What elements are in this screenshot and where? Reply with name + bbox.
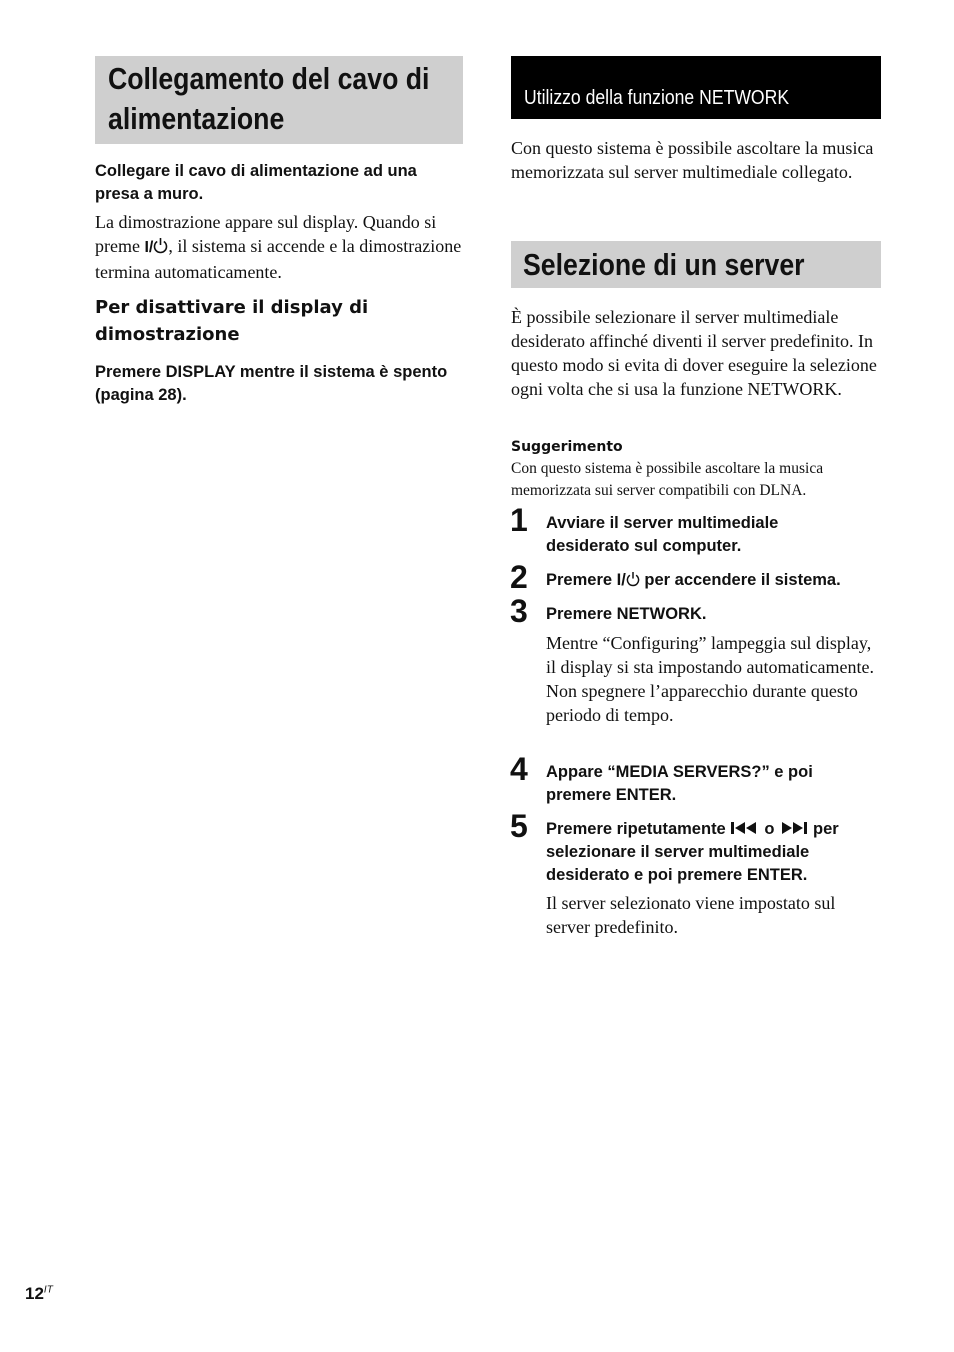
section-title-server: Selezione di un server	[523, 247, 805, 282]
tip-heading: Suggerimento	[511, 439, 623, 455]
section-title-power-cable: Collegamento del cavo di alimentazione	[108, 61, 430, 136]
step-number: 5	[510, 808, 528, 844]
power-button-label: I/	[144, 239, 168, 256]
step-3-text: Premere NETWORK.	[546, 605, 707, 623]
step-5-detail: Il server selezionato viene impostato sul server predefinito.	[546, 893, 836, 937]
tip-text: Con questo sistema è possibile ascoltare la musica memorizzata sui server compatibili con DLNA.	[511, 460, 824, 499]
step-2-text: Premere I/ per accendere il sistema.	[546, 571, 841, 589]
step-4-text: Appare “MEDIA SERVERS?” e poi premere ENTER.	[546, 763, 813, 804]
instruction-connect-power: Collegare il cavo di alimentazione ad una presa a muro.	[95, 162, 417, 203]
step-5-text: Premere ripetutamente o per selezionare il server multimediale desiderato e poi premere ENTER.	[546, 820, 839, 884]
step-number: 1	[510, 502, 528, 538]
section-title-network: Utilizzo della funzione NETWORK	[524, 87, 790, 109]
paragraph-server: È possibile selezionare il server multimediale desiderato affinché diventi il server predefinito. In questo modo si evita di dover eseguire la selezione ogni volta che si usa la funzione NETWORK.	[511, 307, 877, 399]
section-header-power-cable	[95, 56, 463, 144]
paragraph-network: Con questo sistema è possibile ascoltare la musica memorizzata sul server multimediale collegato.	[511, 138, 874, 182]
previous-track-icon	[730, 821, 758, 835]
step-number: 4	[510, 751, 528, 787]
section-header-server	[511, 241, 881, 288]
power-icon	[153, 237, 168, 254]
step-1-text: Avviare il server multimediale desiderato sul computer.	[546, 514, 779, 555]
instruction-display: Premere DISPLAY mentre il sistema è spento (pagina 28).	[95, 363, 448, 404]
power-icon	[626, 571, 640, 587]
step-number: 3	[510, 593, 528, 629]
section-header-network	[511, 56, 881, 119]
subheading-disable-demo: Per disattivare il display di dimostrazione	[95, 297, 369, 345]
page-number: $12^{IT}$	[25, 1284, 53, 1303]
step-number: 2	[510, 559, 528, 595]
step-3-detail: Mentre “Configuring” lampeggia sul display, il display si sta impostando automaticamente. Non spegnere l’apparecchio durante questo periodo di tempo.	[546, 633, 874, 725]
paragraph-demo: La dimostrazione appare sul display. Quando si preme I/ , il sistema si accende e la dimostrazione termina automaticamente.	[95, 212, 462, 282]
next-track-icon	[780, 821, 808, 835]
